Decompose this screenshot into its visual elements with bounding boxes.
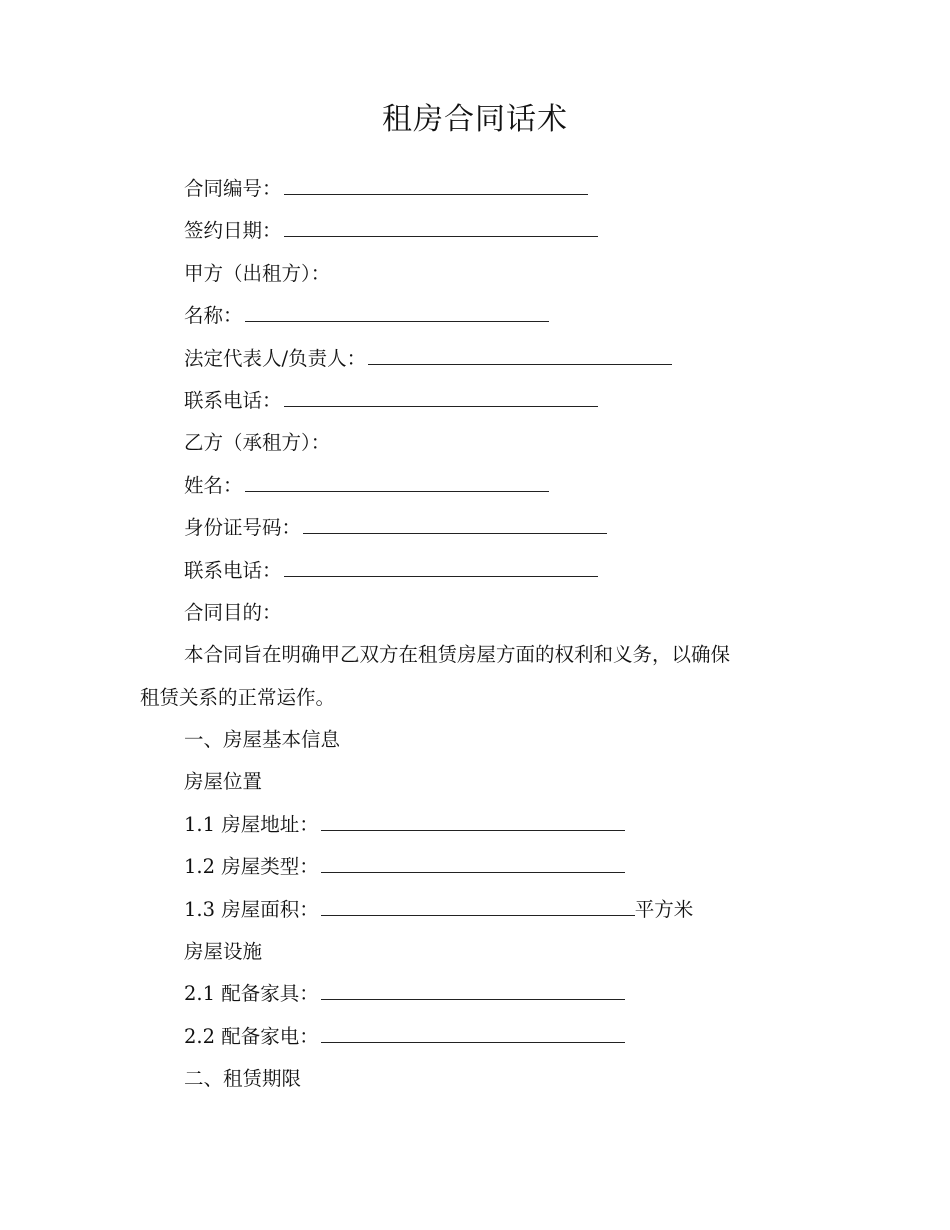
section-1-heading: 一、房屋基本信息 xyxy=(184,728,341,752)
party-b-id-label: 身份证号码： xyxy=(184,516,302,540)
party-b-name-blank[interactable] xyxy=(245,471,549,492)
document-body xyxy=(140,168,810,1101)
party-b-id-blank[interactable] xyxy=(303,513,607,534)
party-b-phone-line xyxy=(140,550,810,592)
sign-date-label: 签约日期： xyxy=(184,219,282,243)
appliances-line xyxy=(140,1016,810,1058)
furniture-label: 2.1 配备家具： xyxy=(184,982,319,1006)
party-b-name-line xyxy=(140,465,810,507)
house-facilities-subheading: 房屋设施 xyxy=(184,940,263,964)
house-type-blank[interactable] xyxy=(321,852,625,873)
party-a-phone-blank[interactable] xyxy=(284,386,598,407)
party-b-heading: 乙方（承租方）： xyxy=(184,431,331,455)
party-a-name-line xyxy=(140,295,810,337)
party-a-rep-blank[interactable] xyxy=(368,344,672,365)
party-a-rep-label: 法定代表人/负责人： xyxy=(184,346,367,370)
section-2-heading: 二、租赁期限 xyxy=(184,1067,302,1091)
party-a-phone-label: 联系电话： xyxy=(184,388,282,412)
sign-date-line xyxy=(140,210,810,252)
house-area-label: 1.3 房屋面积： xyxy=(184,897,319,921)
sign-date-blank[interactable] xyxy=(284,216,598,237)
purpose-paragraph-line-2: 租赁关系的正常运作。 xyxy=(140,685,336,709)
purpose-heading: 合同目的： xyxy=(184,600,282,624)
document-title: 租房合同话术 xyxy=(382,102,568,137)
party-a-name-label: 名称： xyxy=(184,304,243,328)
party-b-phone-blank[interactable] xyxy=(284,556,598,577)
party-b-id-line xyxy=(140,507,810,549)
house-area-line xyxy=(140,889,810,931)
house-address-blank[interactable] xyxy=(321,810,625,831)
house-area-unit: 平方米 xyxy=(634,897,694,921)
party-a-heading: 甲方（出租方）： xyxy=(184,261,331,285)
furniture-blank[interactable] xyxy=(321,979,625,1000)
party-b-phone-label: 联系电话： xyxy=(184,558,282,582)
house-location-subheading: 房屋位置 xyxy=(184,770,263,794)
house-address-label: 1.1 房屋地址： xyxy=(184,812,319,836)
party-a-phone-line xyxy=(140,380,810,422)
party-a-rep-line xyxy=(140,338,810,380)
party-a-name-blank[interactable] xyxy=(245,301,549,322)
house-area-blank[interactable] xyxy=(321,895,635,916)
party-b-name-label: 姓名： xyxy=(184,473,243,497)
purpose-paragraph-line-1: 本合同旨在明确甲乙双方在租赁房屋方面的权利和义务，以确保 xyxy=(184,643,731,667)
furniture-line xyxy=(140,973,810,1015)
house-type-line xyxy=(140,846,810,888)
contract-number-blank[interactable] xyxy=(284,174,588,195)
appliances-blank[interactable] xyxy=(321,1022,625,1043)
house-type-label: 1.2 房屋类型： xyxy=(184,855,319,879)
contract-number-label: 合同编号： xyxy=(184,177,282,200)
contract-number-line xyxy=(140,168,810,210)
appliances-label: 2.2 配备家电： xyxy=(184,1024,319,1048)
house-address-line xyxy=(140,804,810,846)
